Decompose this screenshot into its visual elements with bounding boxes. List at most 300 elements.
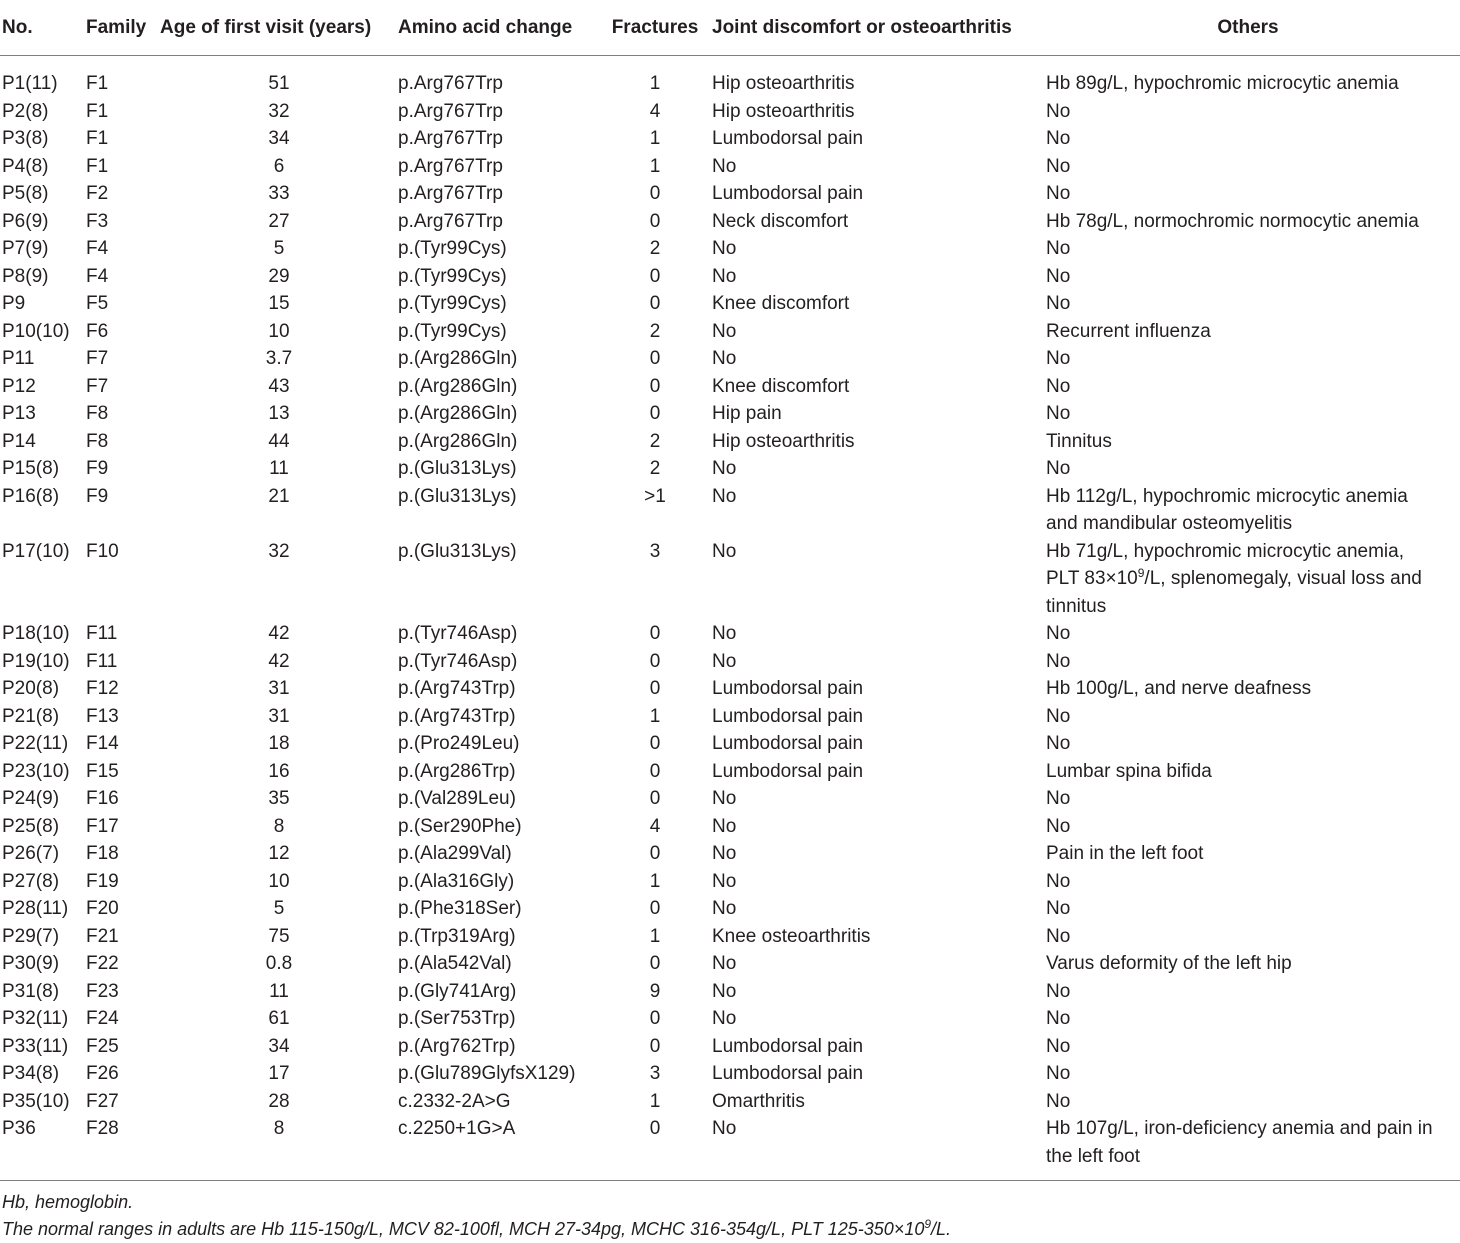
cell-joint: No [712, 238, 737, 259]
cell-joint: Hip osteoarthritis [712, 430, 855, 452]
cell-joint: No [712, 623, 737, 644]
table-body [0, 56, 1460, 1181]
table-row [0, 895, 1460, 923]
cell-age: 15 [268, 293, 290, 314]
cell-fractures: 0 [649, 293, 661, 314]
cell-no: P23(10) [2, 760, 70, 782]
cell-fractures: 1 [649, 1090, 661, 1112]
cell-joint: Lumbodorsal pain [712, 128, 864, 149]
cell-joint: Knee discomfort [712, 375, 850, 397]
cell-age: 31 [268, 678, 290, 699]
cell-family: F22 [86, 953, 119, 974]
cell-fractures: 2 [649, 238, 661, 259]
cell-family: F2 [86, 183, 109, 204]
col-header-no: No. [0, 1, 86, 56]
cell-no: P32(11) [2, 1008, 69, 1029]
cell-amino: p.(Arg286Gln) [398, 348, 518, 369]
cell-others: Recurrent influenza [1046, 320, 1211, 342]
footnote-normal-ranges [2, 1216, 1460, 1243]
table-row [0, 318, 1460, 346]
cell-others: No [1046, 980, 1071, 1002]
cell-others: No [1046, 1008, 1071, 1029]
cell-fractures: 1 [649, 73, 661, 94]
cell-amino: p.(Pro249Leu) [398, 733, 520, 754]
cell-age: 29 [268, 265, 290, 287]
cell-family: F7 [86, 348, 109, 369]
cell-fractures: 0 [649, 348, 661, 369]
cell-joint: No [712, 458, 737, 479]
cell-family: F21 [86, 925, 119, 947]
cell-age: 8 [273, 815, 285, 837]
table-row [0, 1115, 1460, 1181]
cell-joint: No [712, 870, 737, 892]
cell-others: No [1046, 183, 1071, 204]
cell-no: P1(11) [2, 73, 58, 94]
cell-amino: p.(Ala542Val) [398, 953, 512, 974]
table-row [0, 1088, 1460, 1116]
cell-others: No [1046, 375, 1071, 397]
cell-no: P27(8) [2, 870, 60, 892]
cell-others: Pain in the left foot [1046, 843, 1204, 864]
cell-amino: p.(Tyr746Asp) [398, 623, 518, 644]
cell-others: Hb 78g/L, normochromic normocytic anemia [1046, 210, 1419, 232]
cell-amino: p.(Arg743Trp) [398, 678, 516, 699]
cell-no: P8(9) [2, 265, 49, 287]
table-row [0, 813, 1460, 841]
table-row [0, 235, 1460, 263]
cell-fractures: 0 [649, 733, 661, 754]
cell-others: No [1046, 870, 1071, 892]
cell-amino: p.(Tyr99Cys) [398, 320, 507, 342]
cell-others: No [1046, 403, 1071, 424]
cell-family: F1 [86, 100, 109, 122]
cell-others: No [1046, 458, 1071, 479]
cell-amino: c.2332-2A>G [398, 1090, 511, 1112]
cell-no: P10(10) [2, 320, 70, 342]
cell-family: F1 [86, 73, 109, 94]
cell-no: P21(8) [2, 705, 60, 727]
header-row [0, 1, 1460, 56]
cell-fractures: 0 [649, 375, 661, 397]
cell-fractures: 0 [649, 1035, 661, 1057]
table-row [0, 180, 1460, 208]
cell-fractures: 1 [649, 870, 661, 892]
cell-fractures: 0 [649, 953, 661, 974]
cell-age: 42 [268, 650, 290, 672]
cell-no: P6(9) [2, 210, 49, 232]
cell-fractures: 0 [649, 678, 661, 699]
cell-others: No [1046, 733, 1071, 754]
cell-age: 5 [273, 238, 285, 259]
cell-others-line: Hb 71g/L, hypochromic microcytic anemia, [1046, 540, 1404, 562]
cell-age: 13 [268, 403, 290, 424]
cell-others: No [1046, 898, 1071, 919]
cell-others: No [1046, 623, 1071, 644]
cell-age: 10 [268, 870, 290, 892]
cell-amino: p.(Tyr746Asp) [398, 650, 518, 672]
cell-amino: p.(Phe318Ser) [398, 898, 522, 919]
cell-family: F26 [86, 1063, 119, 1084]
cell-no: P24(9) [2, 788, 60, 809]
table-row [0, 1033, 1460, 1061]
cell-no: P4(8) [2, 155, 49, 177]
cell-age: 6 [273, 155, 285, 177]
cell-joint: No [712, 320, 737, 342]
cell-age: 42 [268, 623, 290, 644]
cell-family: F24 [86, 1008, 119, 1029]
table-row [0, 290, 1460, 318]
cell-fractures: 4 [649, 100, 661, 122]
cell-amino: p.Arg767Trp [398, 155, 503, 177]
table-row [0, 538, 1460, 621]
cell-amino: p.Arg767Trp [398, 210, 503, 232]
cell-amino: p.(Arg743Trp) [398, 705, 516, 727]
cell-amino: p.(Tyr99Cys) [398, 238, 507, 259]
cell-family: F15 [86, 760, 119, 782]
cell-family: F5 [86, 293, 109, 314]
cell-joint: Lumbodorsal pain [712, 183, 864, 204]
table-row [0, 153, 1460, 181]
footnote-normal-ranges-end: /L. [931, 1219, 952, 1239]
cell-no: P25(8) [2, 815, 60, 837]
cell-fractures: 1 [649, 128, 661, 149]
cell-age: 31 [268, 705, 290, 727]
table-row [0, 483, 1460, 538]
cell-no: P18(10) [2, 623, 70, 644]
cell-family: F10 [86, 540, 119, 562]
cell-age: 3.7 [265, 348, 293, 369]
cell-amino: p.Arg767Trp [398, 128, 503, 149]
cell-no: P35(10) [2, 1090, 70, 1112]
cell-fractures: 0 [649, 210, 661, 232]
cell-amino: p.(Ser290Phe) [398, 815, 522, 837]
cell-fractures: 0 [649, 843, 661, 864]
cell-age: 32 [268, 540, 290, 562]
table-row [0, 263, 1460, 291]
cell-no: P20(8) [2, 678, 60, 699]
cell-no: P3(8) [2, 128, 49, 149]
cell-family: F1 [86, 155, 109, 177]
cell-no: P31(8) [2, 980, 60, 1002]
cell-amino: p.(Arg286Gln) [398, 403, 518, 424]
table-row [0, 868, 1460, 896]
cell-joint: Lumbodorsal pain [712, 760, 864, 782]
cell-no: P22(11) [2, 733, 69, 754]
table-row [0, 785, 1460, 813]
table-row [0, 923, 1460, 951]
cell-amino: p.(Arg286Trp) [398, 760, 516, 782]
cell-amino: p.(Trp319Arg) [398, 925, 516, 947]
cell-family: F8 [86, 430, 109, 452]
cell-fractures: 1 [649, 155, 661, 177]
table-row [0, 950, 1460, 978]
cell-joint: Lumbodorsal pain [712, 1063, 864, 1084]
col-header-amino: Amino acid change [398, 1, 598, 56]
cell-others-text: PLT 83×10 [1046, 568, 1138, 589]
cell-fractures: 9 [649, 980, 661, 1002]
cell-age: 8 [273, 1118, 285, 1139]
cell-age: 18 [268, 733, 290, 754]
cell-age: 44 [268, 430, 290, 452]
footnote-abbrev: Hb, hemoglobin. [2, 1192, 134, 1212]
cell-others: No [1046, 1090, 1071, 1112]
cell-others: No [1046, 815, 1071, 837]
cell-fractures: 0 [649, 183, 661, 204]
col-header-others: Others [1046, 1, 1460, 56]
cell-no: P17(10) [2, 540, 70, 562]
cell-family: F27 [86, 1090, 119, 1112]
cell-joint: Lumbodorsal pain [712, 678, 864, 699]
cell-family: F11 [86, 650, 118, 672]
cell-joint: No [712, 815, 737, 837]
cell-joint: No [712, 540, 737, 562]
table-row [0, 373, 1460, 401]
cell-fractures: 2 [649, 458, 661, 479]
cell-amino: p.(Arg286Gln) [398, 375, 518, 397]
cell-fractures: 1 [649, 705, 661, 727]
cell-family: F3 [86, 210, 109, 232]
cell-fractures: 0 [649, 265, 661, 287]
cell-amino: p.(Arg286Gln) [398, 430, 518, 452]
cell-family: F13 [86, 705, 119, 727]
cell-age: 21 [268, 485, 290, 507]
cell-no: P33(11) [2, 1035, 69, 1057]
cell-amino: p.(Ser753Trp) [398, 1008, 516, 1029]
cell-others-line: and mandibular osteomyelitis [1046, 513, 1293, 534]
cell-age: 34 [268, 1035, 290, 1057]
cell-family: F6 [86, 320, 109, 342]
cell-no: P14 [2, 430, 36, 452]
cell-amino: p.Arg767Trp [398, 73, 503, 94]
cell-amino: p.(Tyr99Cys) [398, 293, 507, 314]
cell-family: F8 [86, 403, 109, 424]
cell-age: 34 [268, 128, 290, 149]
cell-others: No [1046, 238, 1071, 259]
cell-joint: No [712, 265, 737, 287]
cell-no: P29(7) [2, 925, 60, 947]
cell-no: P30(9) [2, 953, 60, 974]
cell-age: 11 [269, 980, 289, 1002]
cell-others-line: Hb 107g/L, iron-deficiency anemia and pain in [1046, 1118, 1433, 1139]
cell-no: P5(8) [2, 183, 49, 204]
cell-family: F20 [86, 898, 119, 919]
cell-no: P36 [2, 1118, 36, 1139]
cell-fractures: 2 [649, 320, 661, 342]
cell-others-line: the left foot [1046, 1145, 1141, 1167]
cell-no: P34(8) [2, 1063, 60, 1084]
cell-no: P7(9) [2, 238, 49, 259]
cell-others-text: /L, splenomegaly, visual loss and [1144, 568, 1422, 589]
cell-amino: p.(Glu313Lys) [398, 540, 517, 562]
cell-joint: Neck discomfort [712, 210, 849, 232]
cell-family: F7 [86, 375, 109, 397]
cell-family: F17 [86, 815, 119, 837]
cell-amino: p.(Glu789GlyfsX129) [398, 1063, 576, 1084]
cell-fractures: 0 [649, 898, 661, 919]
cell-joint: Omarthritis [712, 1090, 805, 1112]
cell-no: P19(10) [2, 650, 70, 672]
cell-amino: p.(Ala316Gly) [398, 870, 515, 892]
cell-others: Lumbar spina bifida [1046, 760, 1212, 782]
cell-fractures: 3 [649, 540, 661, 562]
cell-fractures: >1 [644, 485, 666, 507]
cell-age: 33 [268, 183, 290, 204]
cell-others: No [1046, 925, 1071, 947]
cell-family: F1 [86, 128, 109, 149]
cell-age: 27 [268, 210, 290, 232]
col-header-fractures: Fractures [598, 1, 712, 56]
table-row [0, 620, 1460, 648]
cell-family: F25 [86, 1035, 119, 1057]
cell-others: No [1046, 1063, 1071, 1084]
cell-age: 11 [269, 458, 289, 479]
cell-joint: Lumbodorsal pain [712, 733, 864, 754]
cell-others: No [1046, 705, 1071, 727]
cell-others [1046, 1115, 1460, 1181]
cell-joint: No [712, 898, 737, 919]
cell-age: 51 [268, 73, 290, 94]
cell-joint: Hip pain [712, 403, 782, 424]
cell-amino: p.(Ala299Val) [398, 843, 512, 864]
cell-others: No [1046, 100, 1071, 122]
cell-others: Hb 100g/L, and nerve deafness [1046, 678, 1312, 699]
cell-age: 0.8 [265, 953, 293, 974]
cell-amino: p.(Gly741Arg) [398, 980, 517, 1002]
cell-others: No [1046, 788, 1071, 809]
cell-family: F4 [86, 238, 109, 259]
cell-amino: p.(Glu313Lys) [398, 485, 517, 507]
table-row [0, 675, 1460, 703]
table-row [0, 703, 1460, 731]
cell-amino: c.2250+1G>A [398, 1118, 516, 1139]
table-row [0, 978, 1460, 1006]
table-row [0, 455, 1460, 483]
cell-age: 35 [268, 788, 290, 809]
cell-joint: No [712, 788, 737, 809]
cell-fractures: 3 [649, 1063, 661, 1084]
cell-joint: Knee discomfort [712, 293, 850, 314]
cell-family: F12 [86, 678, 119, 699]
cell-amino: p.Arg767Trp [398, 183, 503, 204]
cell-no: P12 [2, 375, 36, 397]
cell-others: Varus deformity of the left hip [1046, 953, 1292, 974]
cell-no: P13 [2, 403, 36, 424]
footnotes [0, 1189, 1460, 1243]
cell-amino: p.(Glu313Lys) [398, 458, 517, 479]
cell-age: 61 [268, 1008, 290, 1029]
cell-others: No [1046, 265, 1071, 287]
cell-joint: No [712, 1008, 737, 1029]
footnote-normal-ranges-text: The normal ranges in adults are Hb 115-150g/L, MCV 82-100fl, MCH 27-34pg, MCHC 316-354g/L, PLT 125-350×10 [2, 1219, 925, 1239]
cell-family: F14 [86, 733, 119, 754]
col-header-joint: Joint discomfort or osteoarthritis [712, 1, 1046, 56]
cell-others: Tinnitus [1046, 430, 1112, 452]
cell-family: F19 [86, 870, 119, 892]
cell-joint: No [712, 843, 737, 864]
cell-fractures: 0 [649, 650, 661, 672]
cell-others: No [1046, 1035, 1071, 1057]
cell-family: F16 [86, 788, 119, 809]
cell-joint: Lumbodorsal pain [712, 705, 864, 727]
cell-no: P16(8) [2, 485, 60, 507]
cell-joint: No [712, 1118, 737, 1139]
table-row [0, 345, 1460, 373]
cell-age: 75 [268, 925, 290, 947]
cell-family: F18 [86, 843, 119, 864]
table-row [0, 98, 1460, 126]
cell-family: F9 [86, 458, 109, 479]
cell-no: P2(8) [2, 100, 49, 122]
cell-fractures: 0 [649, 760, 661, 782]
cell-others: No [1046, 650, 1071, 672]
table-row [0, 56, 1460, 98]
table-row [0, 758, 1460, 786]
cell-fractures: 0 [649, 1118, 661, 1139]
cell-fractures: 1 [649, 925, 661, 947]
cell-others-line: Hb 112g/L, hypochromic microcytic anemia [1046, 485, 1408, 507]
table-row [0, 125, 1460, 153]
cell-amino: p.(Arg762Trp) [398, 1035, 516, 1057]
cell-others-line [1046, 565, 1450, 593]
cell-age: 17 [268, 1063, 290, 1084]
cell-joint: Knee osteoarthritis [712, 925, 871, 947]
table-row [0, 840, 1460, 868]
cell-others: No [1046, 155, 1071, 177]
cell-joint: No [712, 953, 737, 974]
table-row [0, 208, 1460, 236]
cell-joint: Hip osteoarthritis [712, 73, 855, 94]
cell-amino: p.(Tyr99Cys) [398, 265, 507, 287]
cell-no: P11 [2, 348, 35, 369]
table-row [0, 428, 1460, 456]
cell-joint: No [712, 348, 737, 369]
cell-joint: No [712, 155, 737, 177]
col-header-family: Family [86, 1, 160, 56]
cell-age: 5 [273, 898, 285, 919]
cell-others: No [1046, 348, 1071, 369]
cell-amino: p.(Val289Leu) [398, 788, 516, 809]
cell-fractures: 4 [649, 815, 661, 837]
cell-others [1046, 538, 1460, 621]
cell-joint: No [712, 980, 737, 1002]
cell-family: F11 [86, 623, 118, 644]
cell-no: P15(8) [2, 458, 60, 479]
table-row [0, 648, 1460, 676]
cell-fractures: 0 [649, 788, 661, 809]
cell-others: Hb 89g/L, hypochromic microcytic anemia [1046, 73, 1399, 94]
cell-fractures: 0 [649, 1008, 661, 1029]
cell-joint: Lumbodorsal pain [712, 1035, 864, 1057]
cell-fractures: 0 [649, 403, 661, 424]
cell-no: P26(7) [2, 843, 60, 864]
table-row [0, 1005, 1460, 1033]
cell-joint: Hip osteoarthritis [712, 100, 855, 122]
cell-age: 28 [268, 1090, 290, 1112]
cell-others [1046, 483, 1460, 538]
cell-age: 43 [268, 375, 290, 397]
cell-joint: No [712, 650, 737, 672]
cell-no: P9 [2, 293, 26, 314]
table-row [0, 1060, 1460, 1088]
table-row [0, 400, 1460, 428]
cell-family: F9 [86, 485, 109, 507]
cell-family: F28 [86, 1118, 119, 1139]
cell-others-sup: 9 [1137, 566, 1145, 580]
cell-fractures: 2 [649, 430, 661, 452]
footnote-normal-ranges-sup: 9 [924, 1217, 932, 1231]
cell-others-line: tinnitus [1046, 595, 1107, 617]
table-header [0, 1, 1460, 56]
